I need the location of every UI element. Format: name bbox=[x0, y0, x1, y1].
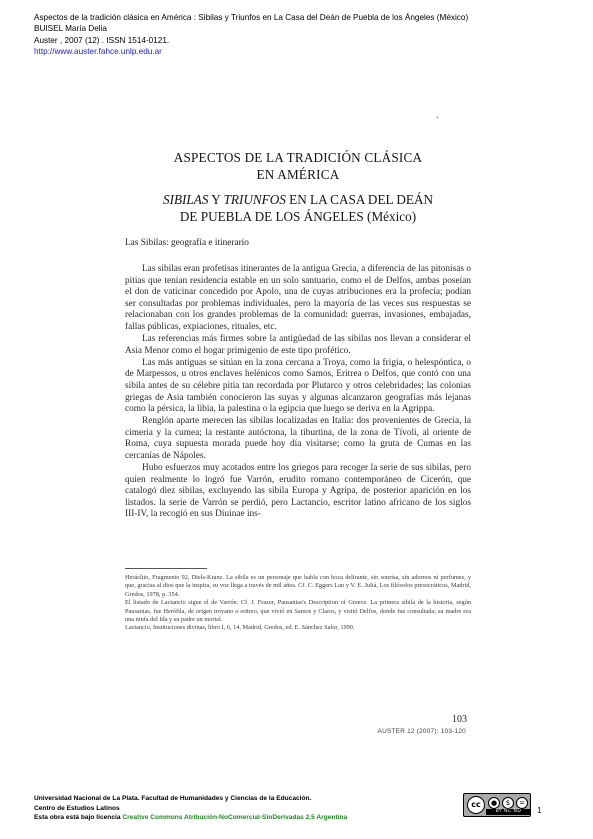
header-url-link[interactable]: http://www.auster.fahce.unlp.edu.ar bbox=[34, 47, 162, 57]
article-title-line1: ASPECTOS DE LA TRADICIÓN CLÁSICA bbox=[173, 150, 423, 165]
paragraph: Renglón aparte merecen las sibilas localizadas en Italia: dos provenientes de Grecia, la cimeria y la cumea; la restante autóctona, la tiburtina, de la zona de Tívoli, al oriente de Roma, cuya supuesta morada puede hoy día visitarse; como la gruta de Cumas en las cercanías de Nápoles. bbox=[125, 416, 471, 461]
document-footer bbox=[34, 794, 474, 823]
article-title-line2: EN AMÉRICA bbox=[256, 166, 340, 182]
subtitle-rest: EN LA CASA DEL DEÁN bbox=[289, 192, 433, 207]
paragraph: Hubo esfuerzos muy acotados entre los griegos para recoger la serie de sus sibilas, pero quien realmente lo logró fue Varrón, erudito romano contemporáneo de Cicerón, que catalogó diez sibilas, excluyendo las sibila Europa y Agripa, de posterior aparición en los listados. la serie de Varrón se perdió, pero Lactancio, escritor latino africano de los siglos III-IV, la recogió en sus Diuinae ins- bbox=[125, 463, 471, 520]
side-number: 1 bbox=[537, 806, 542, 815]
cc-logo-icon: cc bbox=[467, 796, 485, 814]
subtitle-line2: DE PUEBLA DE LOS ÁNGELES (México) bbox=[179, 208, 417, 224]
footnote-divider bbox=[125, 568, 207, 569]
footer-license-link[interactable]: Creative Commons Atribución-NoComercial-SinDerivadas 2.5 Argentina bbox=[122, 814, 348, 822]
subtitle-sibilas: SIBILAS bbox=[163, 192, 209, 207]
header-title: Aspectos de la tradición clásica en América : Sibilas y Triunfos en La Casa del Deán de Puebla de los Ángeles (México) bbox=[34, 13, 469, 22]
footnote: Lactancio, Instituciones divinas, libro I, 6, 14, Madrid, Gredos, ed. E. Sánchez Salor, 1990. bbox=[125, 624, 355, 632]
journal-reference: AUSTER 12 (2007): 103-120 bbox=[377, 728, 466, 735]
creative-commons-badge[interactable] bbox=[463, 793, 531, 817]
article-title bbox=[128, 150, 468, 183]
header-author: BUISEL María Delia bbox=[34, 24, 107, 34]
no-dollar-icon: $ bbox=[502, 797, 514, 809]
section-title: Las Sibilas: geografía e itinerario bbox=[125, 238, 249, 248]
paragraph: Las más antiguas se sitúan en la zona cercana a Troya, como la frigia, o helespóntica, o de Marpessos, u otros enclaves helénicos como Samos, Eritrea o Delfos, que contó con una sibila antes de su célebre pitia tan recordada por Plutarco y otros celebridades; las colonias griegas de Asia también conocieron las suyas y algunas alcanzaron geografías más lejanas como la pérsica, la libia, la palestina o la egipcia que luego se deriva en la Agrippa. bbox=[125, 357, 471, 415]
subtitle-y: Y bbox=[211, 192, 221, 207]
person-icon: ● bbox=[488, 797, 500, 809]
document-header bbox=[34, 12, 574, 58]
footer-university: Universidad Nacional de La Plata. Facultad de Humanidades y Ciencias de la Educación. bbox=[34, 795, 312, 802]
paragraph: Las sibilas eran profetisas itinerantes de la antigua Grecia, a diferencia de las pitonisas o pitias que tenían residencia estable en un solo santuario, como el de Delfos, ambas poseían el don de vaticinar concedido por Apolo, una de cuyas atribuciones era la profecía; podían ser consultadas por problemas individuales, pero la mayoría de las veces sus respuestas se relacionaban con los grandes problemas de la comunidad: guerras, invasiones, embajadas, fallas públicas, expiaciones, rituales, etc. bbox=[125, 264, 471, 332]
equals-icon: = bbox=[516, 797, 528, 809]
footnote: El listado de Lactancio sigue el de Varrón. Cf. J. Frazer, Pausanias's Description of Greece. La primera sibila de la historia, según Pausanias, fue Herófila, de origen troyano o eritreo, que vivió en Samos y Claros, y visitó Delfos, donde fue consultada; su madre era una ninfa del Ida y su padre un mortal. bbox=[125, 599, 471, 624]
page-number: 103 bbox=[452, 714, 467, 725]
footnotes bbox=[125, 574, 471, 633]
body-text bbox=[125, 264, 471, 521]
paragraph: Las referencias más firmes sobre la antigüedad de las sibilas nos llevan a considerar el Asia Menor como el hogar primigenio de este tipo profético. bbox=[125, 334, 471, 356]
subtitle-triunfos: TRIUNFOS bbox=[223, 192, 286, 207]
speck bbox=[437, 117, 438, 118]
cc-badge-tags: BY NC ND bbox=[486, 809, 531, 815]
footer-license-line bbox=[34, 813, 474, 823]
article-subtitle bbox=[128, 192, 468, 225]
footer-license-prefix: Esta obra está bajo licencia bbox=[34, 814, 121, 822]
header-issn: Auster , 2007 (12) . ISSN 1514-0121. bbox=[34, 35, 170, 45]
footnote: Heráclito, Fragmento 92, Diels-Kranz. La sibila es un personaje que habla con boca delirante, sin sonrisa, sin adornos ni perfumes, y que, gracias al dios que la inspira, su voz llega a través de mil años. Cf. C. Eggers Lan y V. E. Juliá, Los filósofos presocráticos, Madrid, Gredos, 1978, p. 354. bbox=[125, 574, 471, 598]
footer-center: Centro de Estudios Latinos bbox=[34, 804, 120, 812]
